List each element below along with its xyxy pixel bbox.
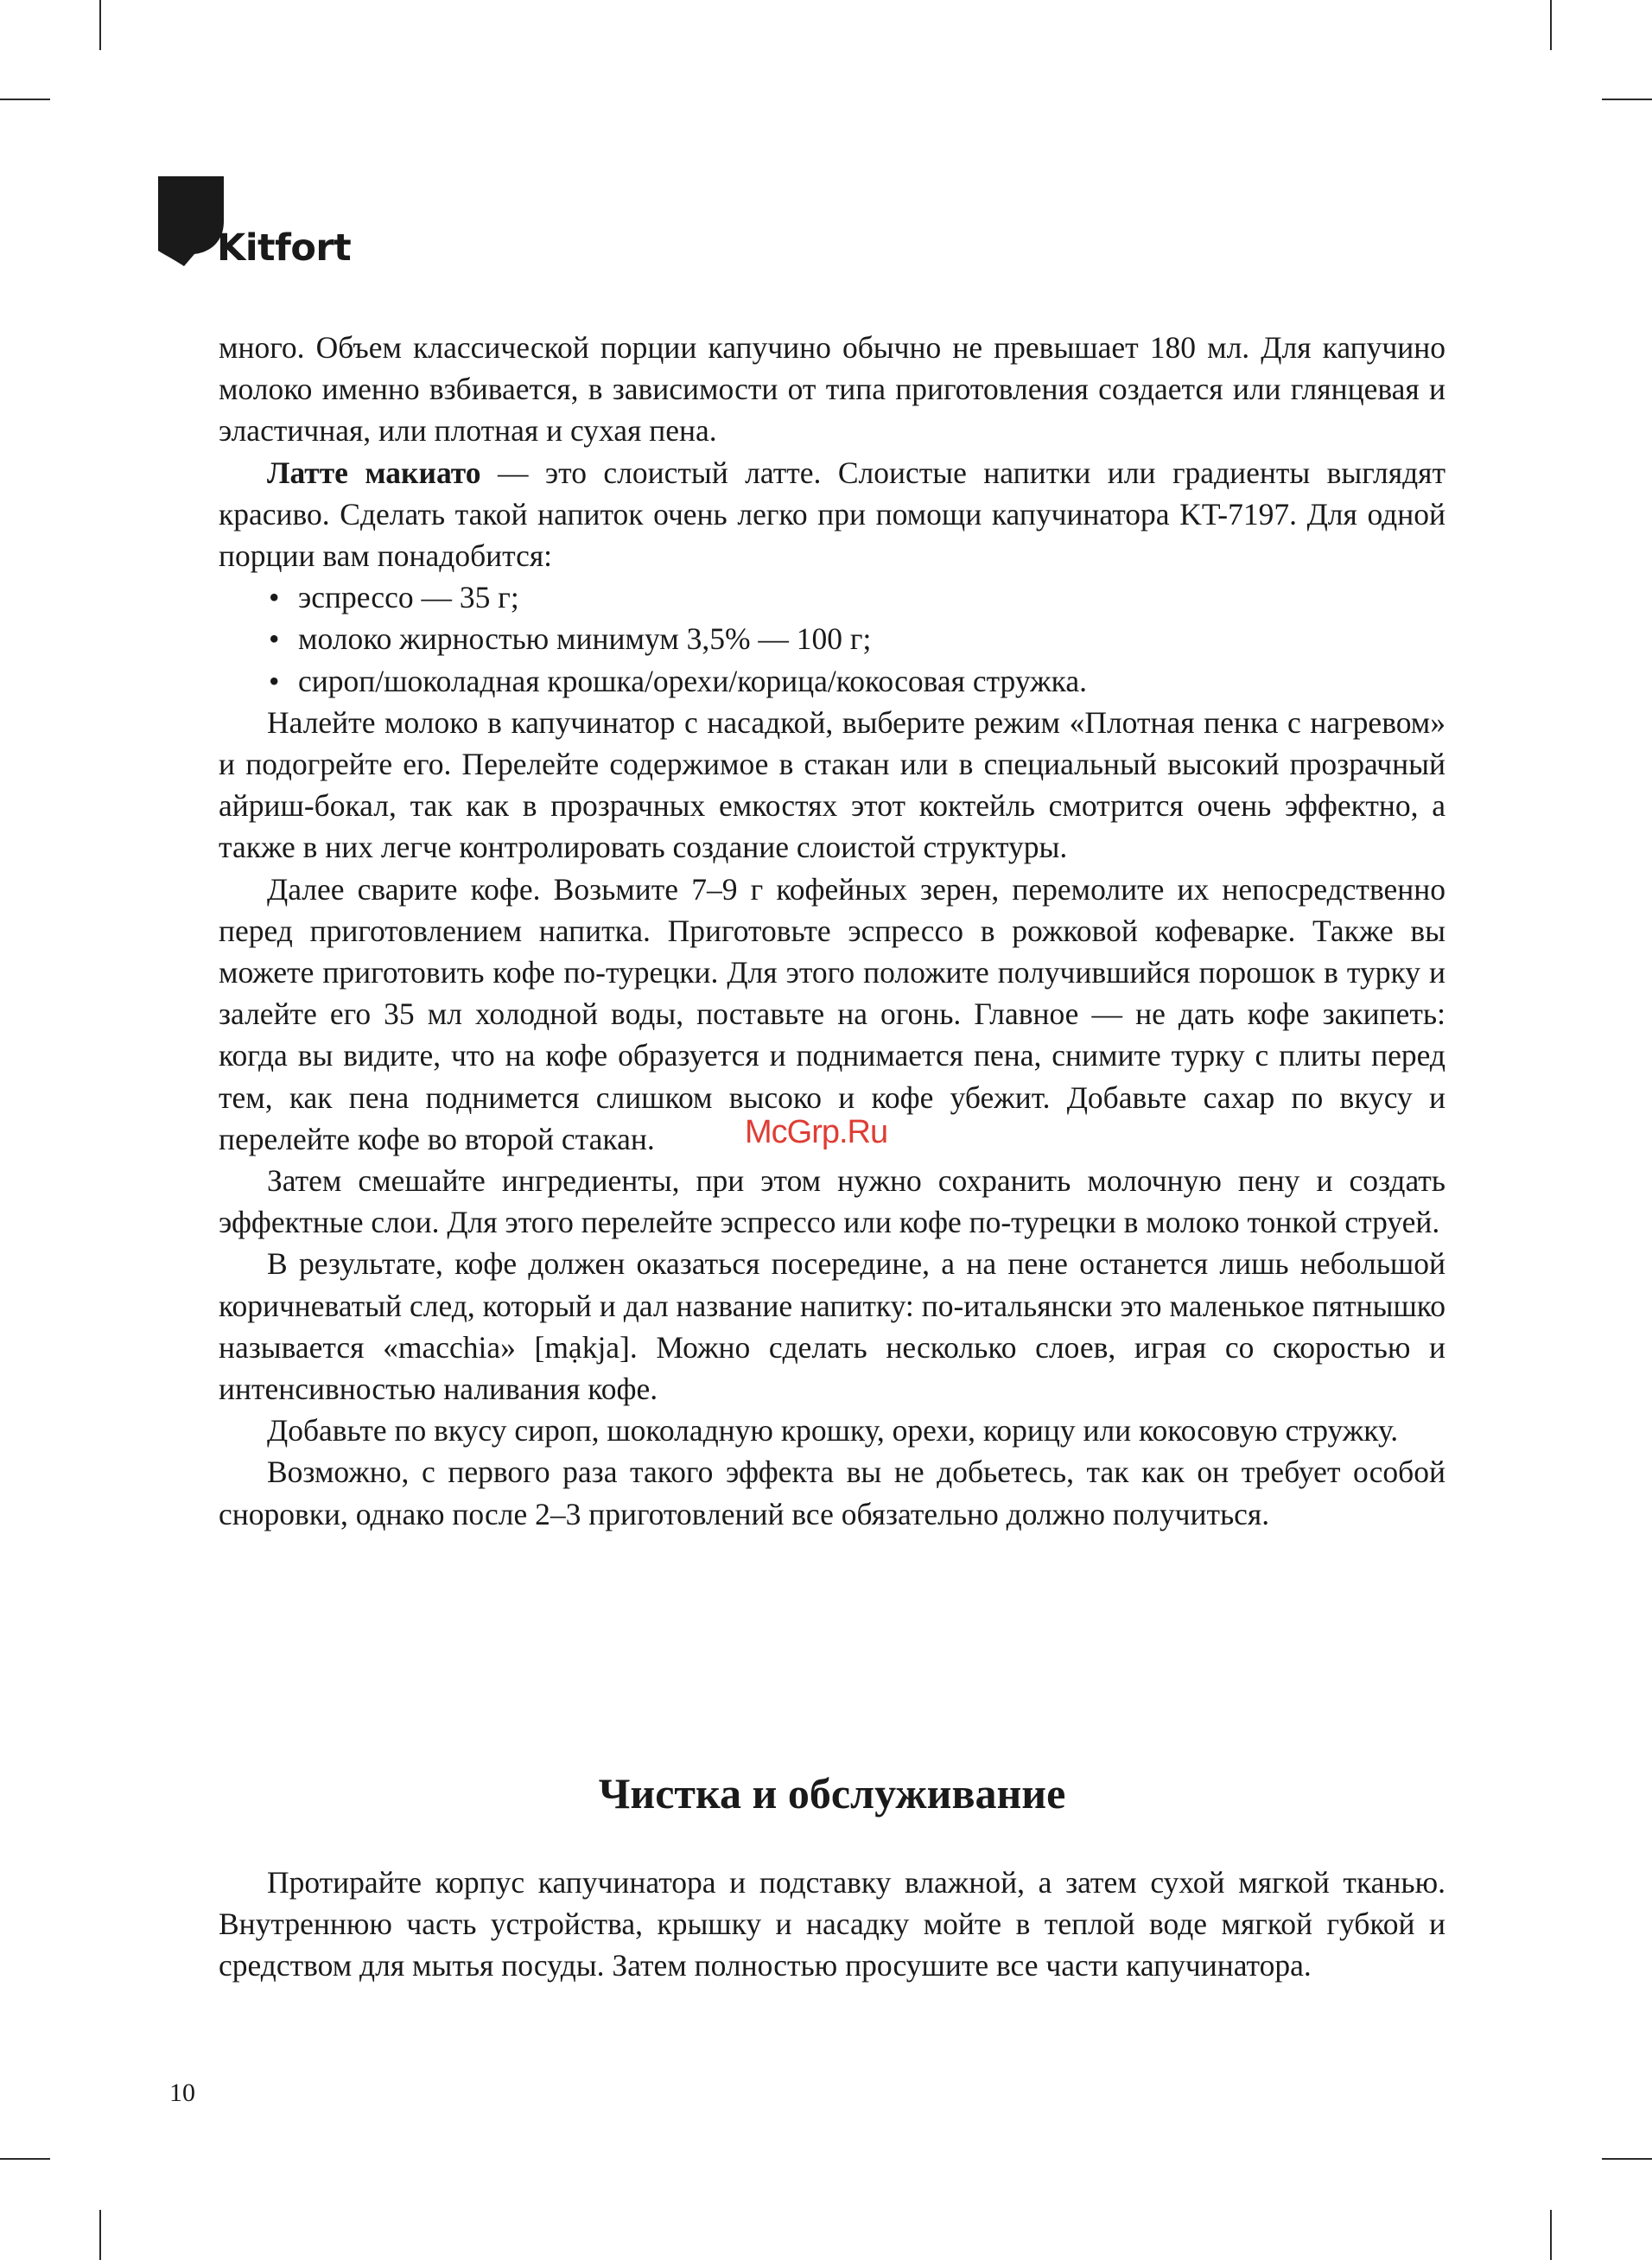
kitfort-logo-icon [158,176,226,266]
list-item: • молоко жирностью минимум 3,5% — 100 г; [267,618,1446,659]
paragraph: Далее сварите кофе. Возьмите 7–9 г кофейных зерен, перемолите их непосредственно перед приготовлением напитка. Приготовьте эспрессо в рожковой кофеварке. Также вы можете приготовить кофе по-турецки. Для этого положите получившийся порошок в турку и залейте его 35 мл холодной воды, поставьте на огонь. Главное — не дать кофе закипеть: когда вы видите, что на кофе образуется и поднимается пена, снимите турку с плиты перед тем, как пена поднимется слишком высоко и кофе убежит. Добавьте сахар по вкусу и перелейте кофе во второй стакан. [219,871,1446,1156]
paragraph: Протирайте корпус капучинатора и подставку влажной, а затем сухой мягкой тканью. Внутреннюю часть устройства, крышку и насадку мойте в теплой воде мягкой губкой и средством для мытья посуды. Затем полностью просушите все части капучинатора. [219,1865,1446,1983]
section-title: Чистка и обслуживание [598,1769,1066,1818]
crop-mark-top-left-h [0,99,50,100]
paragraph: Возможно, с первого раза такого эффекта вы не добьетесь, так как он требует особой сноровки, однако после 2–3 приготовлений все обязательно должно получиться. [219,1455,1446,1531]
list-item: • сироп/шоколадная крошка/орехи/корица/кокосовая стружка. [267,660,1446,702]
paragraph: много. Объем классической порции капучино обычно не превышает 180 мл. Для капучино молоко именно взбивается, в зависимости от типа приготовления создается или глянцевая и эластичная, или плотная и сухая пена. [219,330,1446,449]
term-latte-macchiato: Латте макиато [267,455,481,490]
ingredients-list [219,576,1446,702]
watermark: McGrp.Ru [745,1114,888,1150]
list-item: • эспрессо — 35 г; [267,576,1446,618]
crop-mark-top-left [99,0,101,50]
crop-mark-top-right [1550,0,1552,50]
paragraph: Налейте молоко в капучинатор с насадкой, выберите режим «Плотная пенка с нагревом» и подогрейте его. Перелейте содержимое в стакан или в специальный высокий прозрачный айриш-бокал, так как в прозрачных емкостях этот коктейль смотрится очень эффектно, а также в них легче контролировать создание слоистой структуры. [219,704,1446,865]
page-number: 10 [169,2079,195,2107]
brand-logo [158,176,352,270]
crop-mark-bottom-left-h [0,2158,50,2160]
paragraph-text: — это слоистый латте. Слоистые напитки или градиенты выглядят красиво. Сделать такой напиток очень легко при помощи капучинатора KT-7197. Для одной порции вам понадобится: [219,455,1446,574]
crop-mark-bottom-right-h [1602,2158,1652,2160]
crop-mark-bottom-left [99,2210,101,2260]
paragraph: Добавьте по вкусу сироп, шоколадную крошку, орехи, корицу или кокосовую стружку. [267,1413,1399,1448]
cleaning-section [219,1862,1446,1987]
crop-mark-top-right-h [1602,99,1652,100]
crop-mark-bottom-right [1550,2210,1552,2260]
brand-name: Kitfort [217,226,352,270]
paragraph: В результате, кофе должен оказаться посередине, а на пене останется лишь небольшой коричневатый след, который и дал название напитку: по-итальянски это маленькое пятнышко называется «macchia» [mạkja]. Можно сделать несколько слоев, играя со скоростью и интенсивностью наливания кофе. [219,1246,1446,1407]
paragraph-latte-macchiato [219,452,1446,577]
paragraph: Затем смешайте ингредиенты, при этом нужно сохранить молочную пену и создать эффектные слои. Для этого перелейте эспрессо или кофе по-турецки в молоко тонкой струей. [219,1163,1446,1240]
page-body [219,327,1446,1535]
